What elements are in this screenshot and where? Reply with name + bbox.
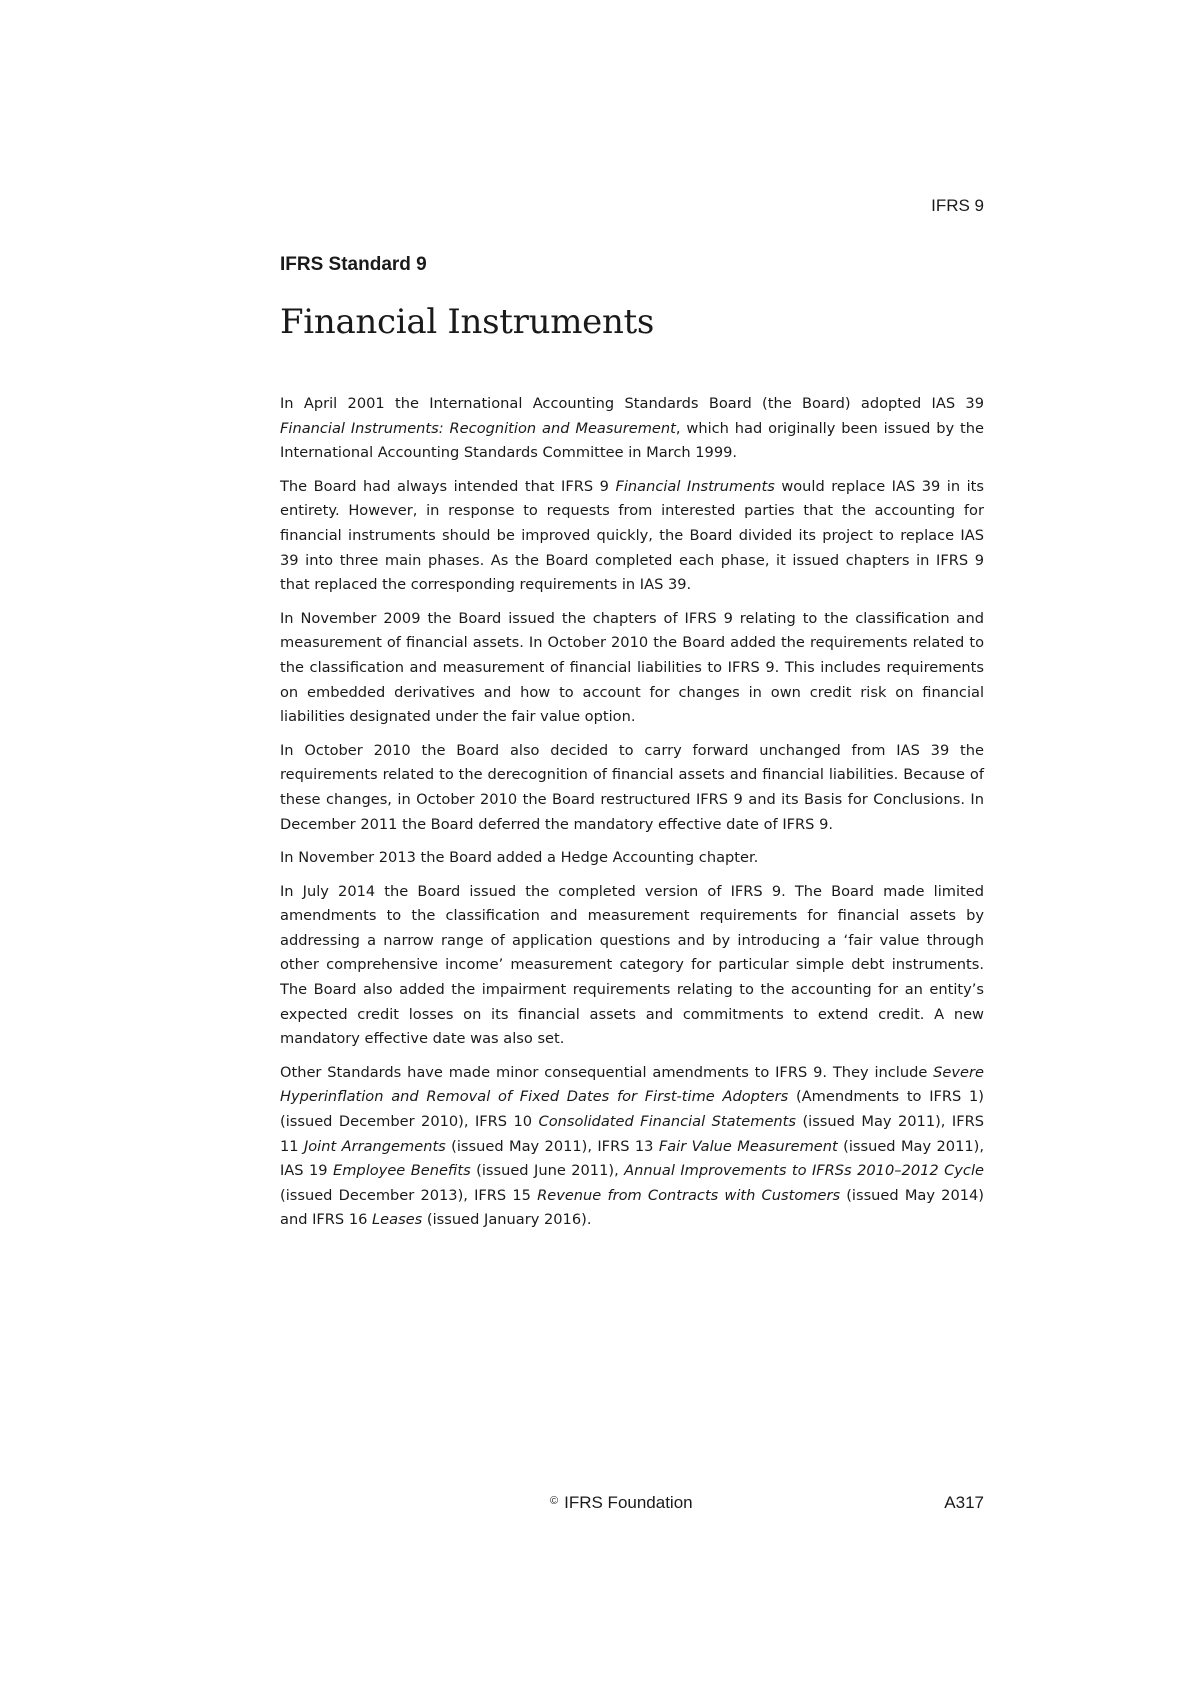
footer-copyright xyxy=(550,1493,693,1513)
text-run: (issued May 2011), IFRS 13 xyxy=(445,1137,659,1155)
text-run: (issued June 2011), xyxy=(470,1162,625,1180)
page-number: A317 xyxy=(944,1493,984,1512)
paragraph-6 xyxy=(280,880,984,1052)
text-run: Other Standards have made minor consequential amendments to IFRS 9. They include xyxy=(280,1063,934,1081)
text-run: , which had originally been issued by the International Accounting Standards Committee in March 1999. xyxy=(280,419,984,462)
paragraph-2 xyxy=(280,475,984,598)
paragraph-3 xyxy=(280,607,984,730)
paragraph-4 xyxy=(280,739,984,837)
italic-title-run: Consolidated Financial Statements xyxy=(538,1113,796,1131)
running-head: IFRS 9 xyxy=(931,196,984,215)
italic-title-run: Annual Improvements to IFRSs 2010–2012 Cycle xyxy=(624,1162,984,1180)
italic-title-run: Financial Instruments xyxy=(615,477,775,495)
paragraph-7 xyxy=(280,1061,984,1233)
italic-title-run: Severe Hyperinflation and Removal of Fixed Dates for First-time Adopters xyxy=(280,1063,984,1106)
italic-title-run: Financial Instruments: Recognition and Measurement xyxy=(280,419,676,437)
text-run: (issued May 2011), IFRS 11 xyxy=(280,1113,985,1155)
copyright-symbol: © xyxy=(550,1495,559,1507)
text-run: In April 2001 the International Accounting Standards Board (the Board) adopted IAS 39 xyxy=(280,395,984,412)
text-run: (issued May 2014) and IFRS 16 xyxy=(280,1186,984,1229)
italic-title-run: Revenue from Contracts with Customers xyxy=(537,1186,841,1204)
italic-title-run: Joint Arrangements xyxy=(303,1137,446,1155)
text-run: The Board had always intended that IFRS 9 xyxy=(280,477,616,495)
introduction-body xyxy=(280,392,984,1242)
text-run: (Amendments to IFRS 1) (issued December 2010), IFRS 10 xyxy=(280,1088,984,1131)
standard-label: IFRS Standard 9 xyxy=(280,254,427,275)
page-footer xyxy=(280,1493,984,1517)
italic-title-run: Employee Benefits xyxy=(333,1162,471,1180)
document-title: Financial Instruments xyxy=(280,302,655,342)
copyright-text: IFRS Foundation xyxy=(564,1493,693,1512)
text-run: In November 2009 the Board issued the chapters of IFRS 9 relating to the classification and measurement of financial assets. In October 2010 the Board added the requirements related to the classification and measurement of financial liabilities to IFRS 9. This includes requirements on embedded derivatives and how to account for changes in own credit risk on financial liabilities designated under the fair value option. xyxy=(280,609,984,726)
text-run: (issued December 2013), IFRS 15 xyxy=(280,1186,538,1204)
text-run: would replace IAS 39 in its entirety. However, in response to requests from interested parties that the accounting for financial instruments should be improved quickly, the Board divided its project to replace IAS 39 into three main phases. As the Board completed each phase, it issued chapters in IFRS 9 that replaced the corresponding requirements in IAS 39. xyxy=(280,477,984,594)
text-run: In November 2013 the Board added a Hedge Accounting chapter. xyxy=(280,849,759,867)
text-run: (issued May 2011), IAS 19 xyxy=(280,1137,984,1180)
text-run: In July 2014 the Board issued the completed version of IFRS 9. The Board made limited amendments to the classification and measurement requirements for financial assets by addressing a narrow range of application questions and by introducing a ‘fair value through other comprehensive income’ measurement category for particular simple debt instruments. The Board also added the impairment requirements relating to the accounting for an entity’s expected credit losses on its financial assets and commitments to extend credit. A new mandatory effective date was also set. xyxy=(280,882,984,1048)
paragraph-5 xyxy=(280,846,984,871)
italic-title-run: Fair Value Measurement xyxy=(658,1137,838,1155)
italic-title-run: Leases xyxy=(372,1211,423,1229)
text-run: In October 2010 the Board also decided to carry forward unchanged from IAS 39 the requirements related to the derecognition of financial assets and financial liabilities. Because of these changes, in October 2010 the Board restructured IFRS 9 and its Basis for Conclusions. In December 2011 the Board deferred the mandatory effective date of IFRS 9. xyxy=(280,741,984,833)
paragraph-1 xyxy=(280,392,984,466)
text-run: (issued January 2016). xyxy=(422,1211,592,1229)
